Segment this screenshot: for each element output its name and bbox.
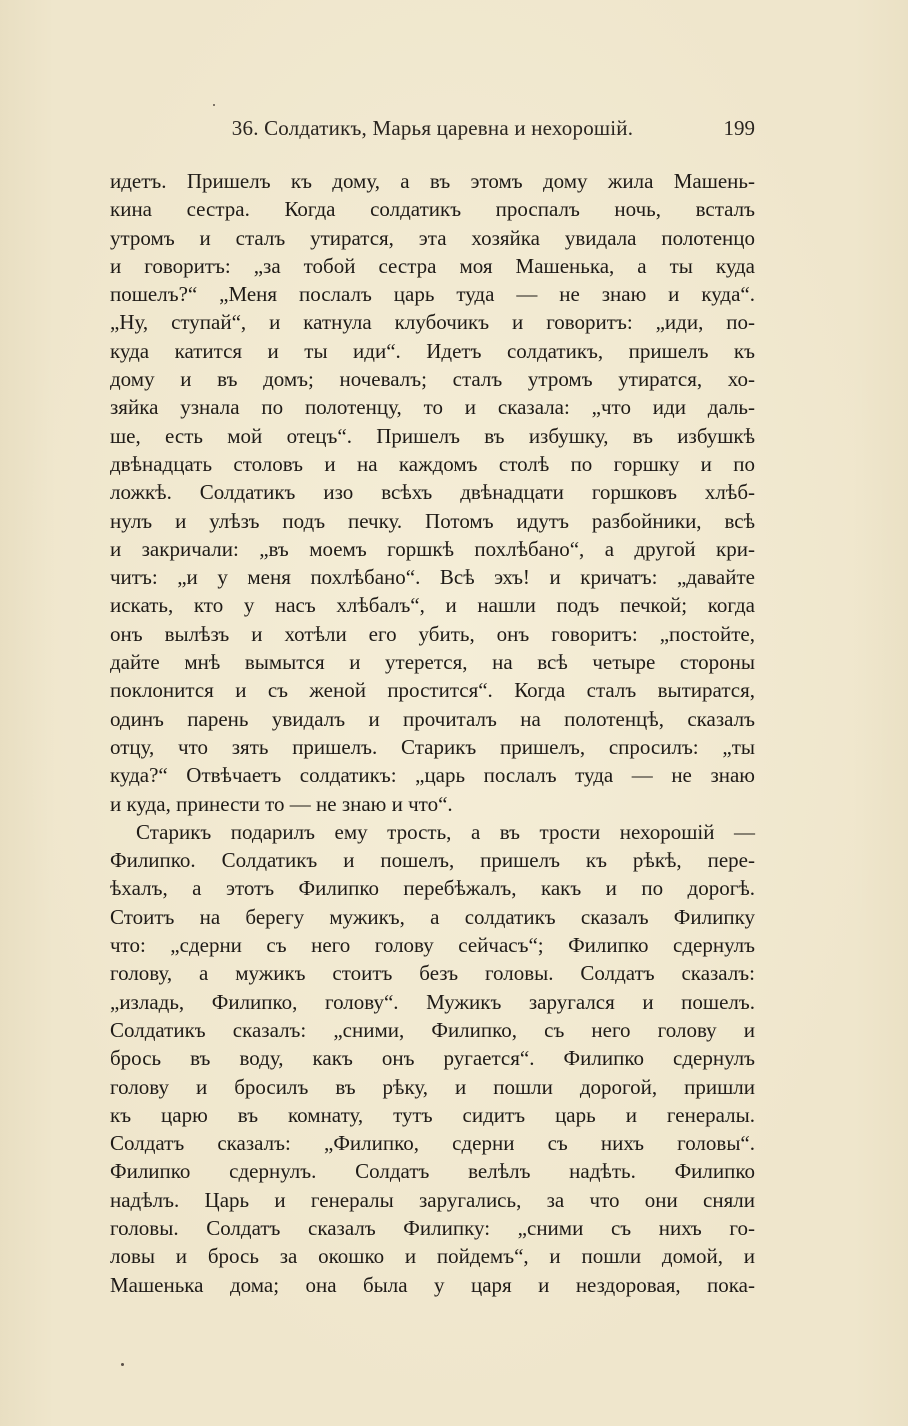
- text-line-paragraph-start: Старикъ подарилъ ему трость, а въ трости нехорошій —: [136, 819, 755, 844]
- body-text: [110, 167, 755, 1299]
- text-line: читъ: „и у меня похлѣбано“. Всѣ эхъ! и кричатъ: „давайте: [110, 565, 755, 590]
- text-line: зяйка узнала по полотенцу, то и сказала: „что иди даль-: [110, 395, 755, 420]
- text-line: ше, есть мой отецъ“. Пришелъ въ избушку, въ избушкѣ: [110, 423, 755, 448]
- page-number: 199: [723, 116, 755, 140]
- text-line: „изладь, Филипко, голову“. Мужикъ заругался и пошелъ.: [110, 989, 755, 1014]
- text-line: поклонится и съ женой простится“. Когда сталъ вытиратся,: [110, 678, 755, 703]
- text-line: Филипко сдернулъ. Солдатъ велѣлъ надѣть. Филипко: [110, 1159, 755, 1184]
- text-line: кина сестра. Когда солдатикъ проспалъ ночь, всталъ: [110, 197, 755, 222]
- chapter-heading: 36. Солдатикъ, Марья царевна и нехорошій.: [231, 116, 634, 140]
- text-line: брось въ воду, какъ онъ ругается“. Филипко сдернулъ: [110, 1046, 755, 1071]
- text-line: Филипко. Солдатикъ и пошелъ, пришелъ къ рѣкѣ, пере-: [110, 848, 755, 873]
- text-line: головы. Солдатъ сказалъ Филипку: „сними съ нихъ го-: [110, 1215, 755, 1240]
- text-line: Стоитъ на берегу мужикъ, а солдатикъ сказалъ Филипку: [110, 904, 755, 929]
- text-line: Солдатикъ сказалъ: „сними, Филипко, съ него голову и: [110, 1017, 755, 1042]
- text-line: куда катится и ты иди“. Идетъ солдатикъ, пришелъ къ: [110, 338, 755, 363]
- text-line: двѣнадцать столовъ и на каждомъ столѣ по горшку и по: [110, 451, 755, 476]
- text-line: голову и бросилъ въ рѣку, и пошли дорогой, пришли: [110, 1074, 755, 1099]
- text-line: отцу, что зять пришелъ. Старикъ пришелъ, спросилъ: „ты: [110, 734, 755, 759]
- text-line: голову, а мужикъ стоитъ безъ головы. Солдатъ сказалъ:: [110, 961, 755, 986]
- text-line: искать, кто у насъ хлѣбалъ“, и нашли подъ печкой; когда: [110, 593, 755, 618]
- text-line: Машенька дома; она была у царя и нездоровая, пока-: [110, 1272, 755, 1297]
- text-line: и закричали: „въ моемъ горшкѣ похлѣбано“, а другой кри-: [110, 536, 755, 561]
- running-header: [110, 116, 755, 146]
- text-line: что: „сдерни съ него голову сейчасъ“; Филипко сдернулъ: [110, 933, 755, 958]
- text-line: нулъ и улѣзъ подъ печку. Потомъ идутъ разбойники, всѣ: [110, 508, 755, 533]
- text-line: дому и въ домъ; ночевалъ; сталъ утромъ утиратся, хо-: [110, 367, 755, 392]
- text-line: ѣхалъ, а этотъ Филипко перебѣжалъ, какъ и по дорогѣ.: [110, 876, 755, 901]
- text-line: дайте мнѣ вымытся и утерется, на всѣ четыре стороны: [110, 650, 755, 675]
- text-line: куда?“ Отвѣчаетъ солдатикъ: „царь послалъ туда — не знаю: [110, 763, 755, 788]
- text-line: ложкѣ. Солдатикъ изо всѣхъ двѣнадцати горшковъ хлѣб-: [110, 480, 755, 505]
- text-line: ловы и брось за окошко и пойдемъ“, и пошли домой, и: [110, 1244, 755, 1269]
- text-line: и говоритъ: „за тобой сестра моя Машенька, а ты куда: [110, 253, 755, 278]
- paper-speck: [121, 1363, 124, 1366]
- text-line: пошелъ?“ „Меня послалъ царь туда — не знаю и куда“.: [110, 282, 755, 307]
- text-line: онъ вылѣзъ и хотѣли его убить, онъ говоритъ: „постойте,: [110, 621, 755, 646]
- paper-speck: [213, 104, 215, 106]
- text-line: одинъ парень увидалъ и прочиталъ на полотенцѣ, сказалъ: [110, 706, 755, 731]
- text-line: утромъ и сталъ утиратся, эта хозяйка увидала полотенцо: [110, 225, 755, 250]
- text-line: „Ну, ступай“, и катнула клубочикъ и говоритъ: „иди, по-: [110, 310, 755, 335]
- text-line: къ царю въ комнату, тутъ сидитъ царь и генералы.: [110, 1102, 755, 1127]
- text-line: надѣлъ. Царь и генералы заругались, за что они сняли: [110, 1187, 755, 1212]
- text-line: идетъ. Пришелъ къ дому, а въ этомъ дому жила Машень-: [110, 169, 755, 193]
- text-line-paragraph-end: и куда, принести то — не знаю и что“.: [110, 791, 453, 816]
- text-line: Солдатъ сказалъ: „Филипко, сдерни съ нихъ головы“.: [110, 1131, 755, 1156]
